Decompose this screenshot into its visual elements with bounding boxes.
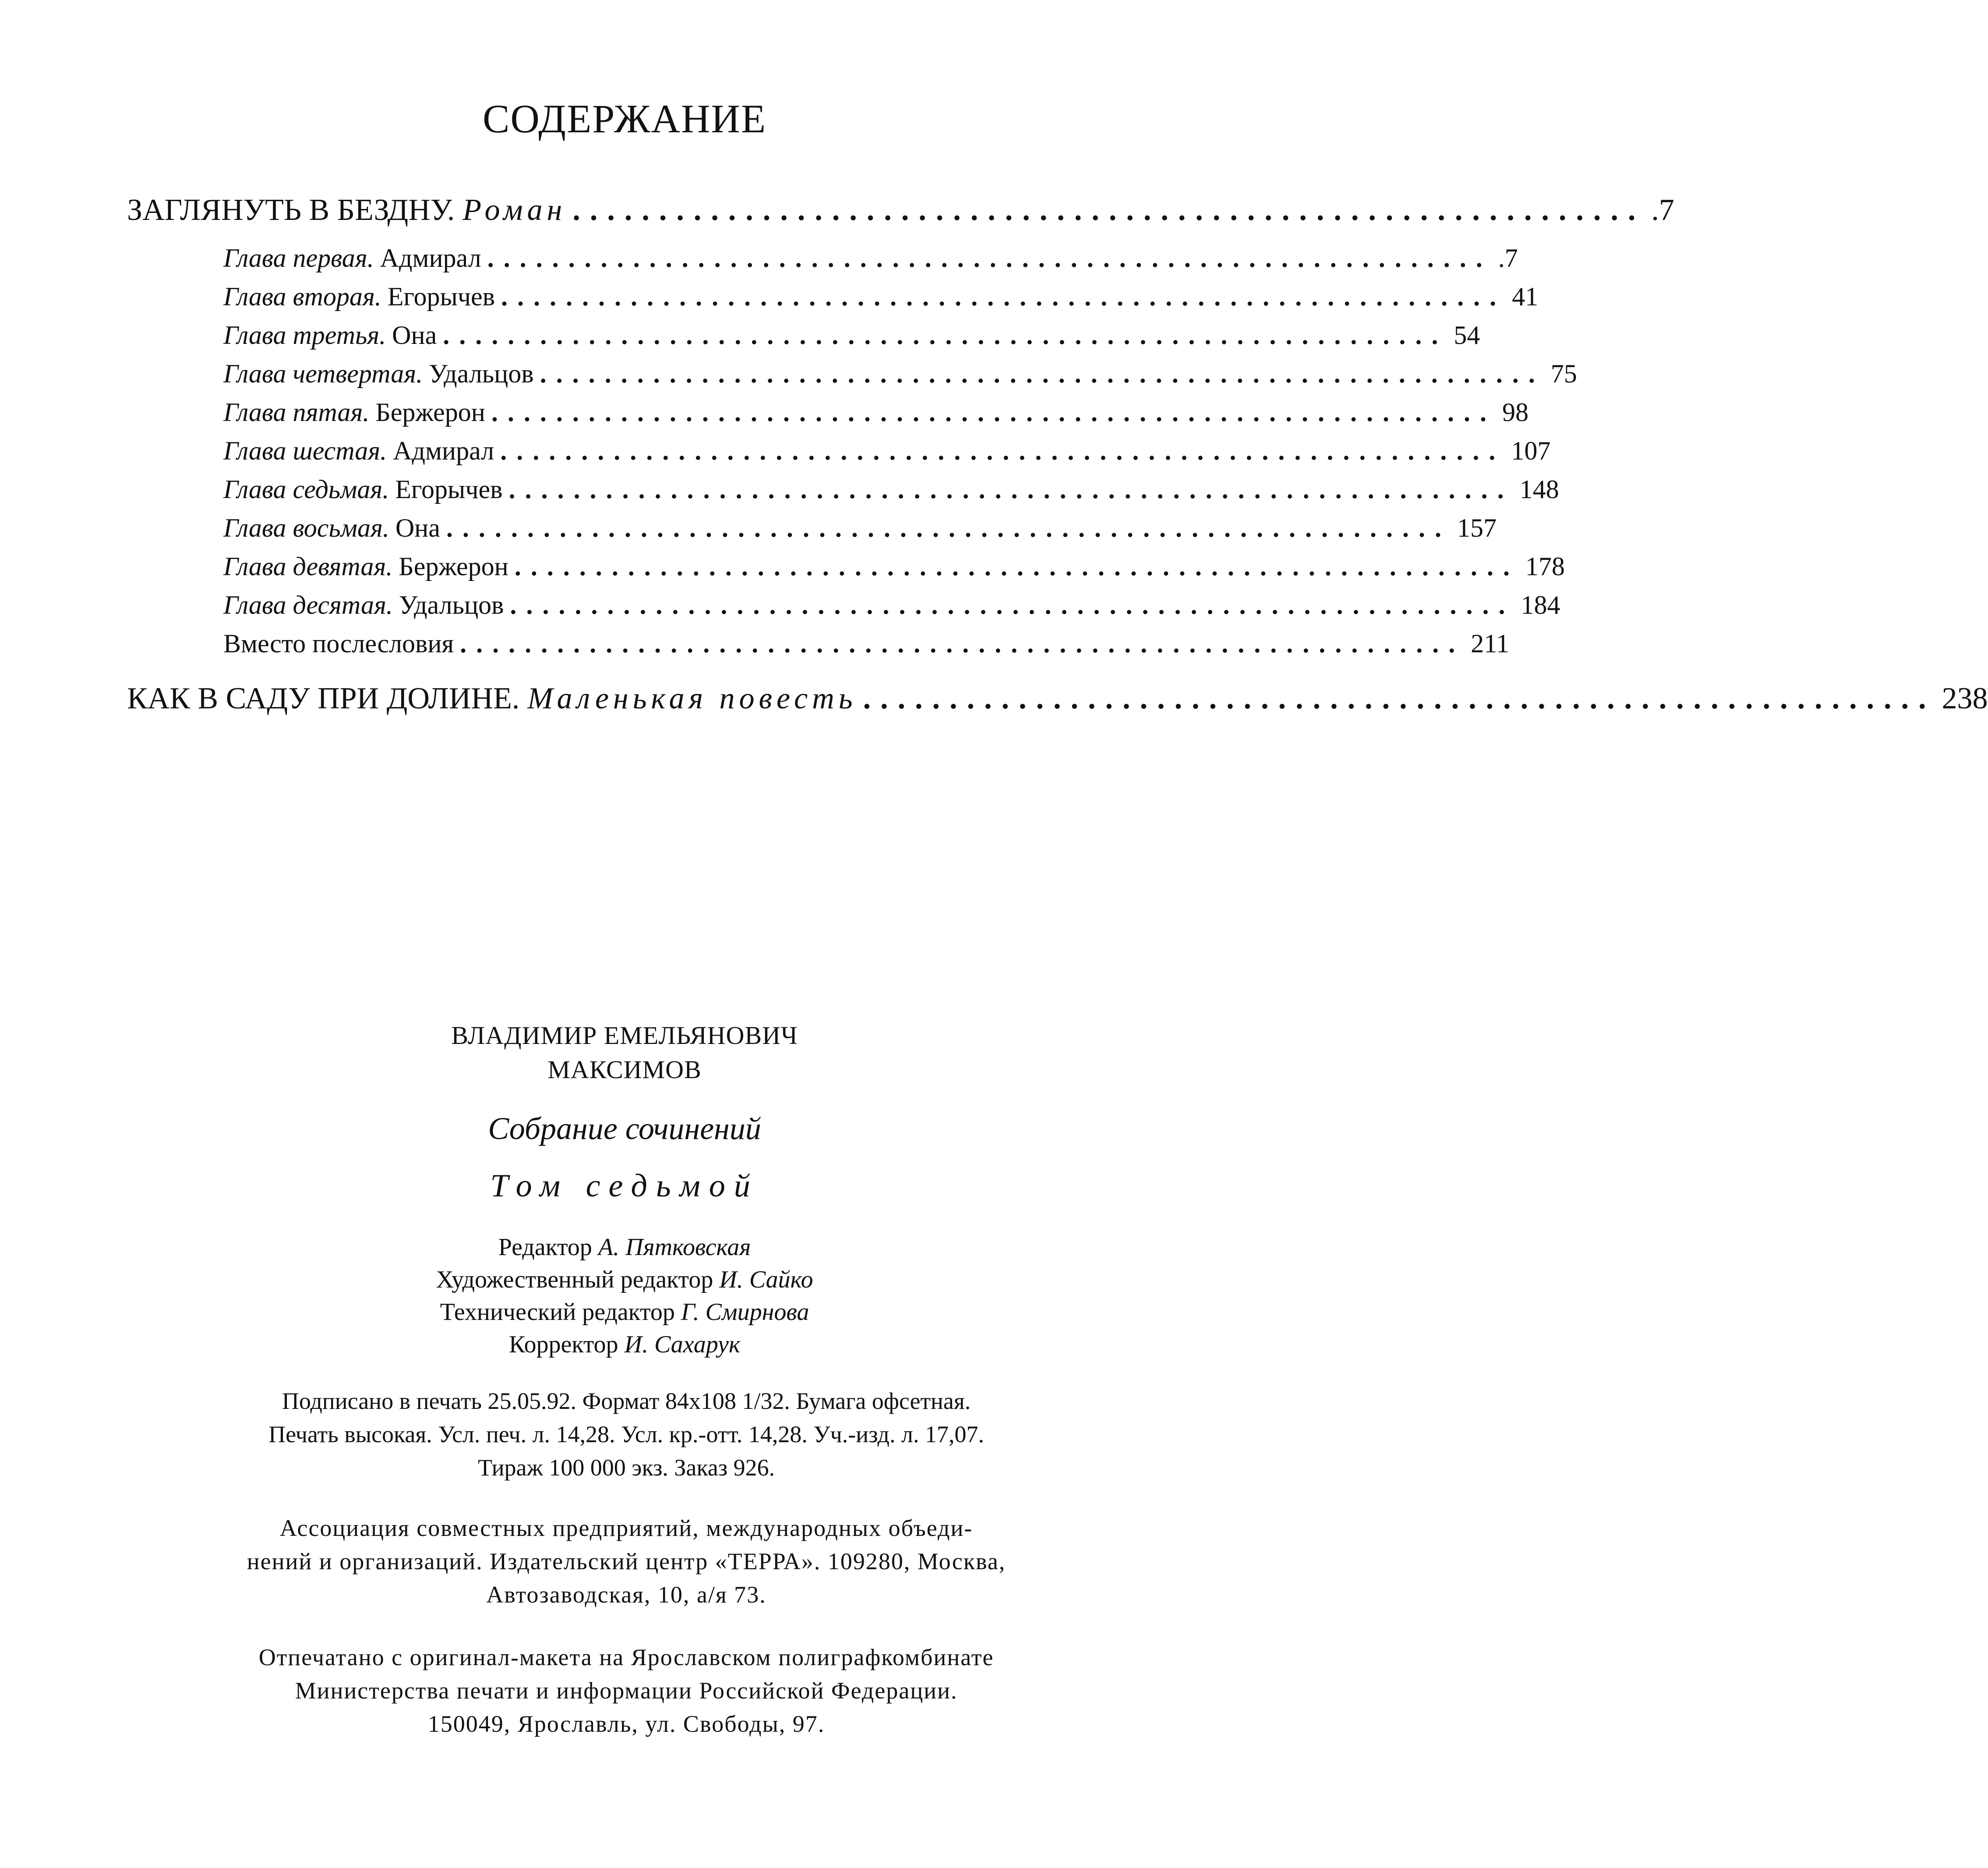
toc-entry-subtitle: Маленькая повесть (527, 682, 857, 715)
leader-dots: .............................................................. (443, 321, 1448, 350)
toc-chapter-9 (223, 552, 1565, 587)
chapter-name: Адмирал (393, 436, 494, 465)
chapter-label: Глава вторая. (223, 282, 381, 311)
leader-dots: .............................................................. (863, 682, 1936, 715)
credit-line (0, 1328, 1249, 1361)
chapter-page: 75 (1550, 359, 1577, 388)
credit-role: Редактор (498, 1234, 592, 1261)
toc-entry-title: ЗАГЛЯНУТЬ В БЕЗДНУ. (127, 193, 455, 227)
credit-role: Корректор (508, 1331, 618, 1358)
toc-entry-subtitle: Роман (463, 193, 567, 227)
toc-entry-main-2 (127, 681, 1988, 716)
leader-dots: .............................................................. (446, 513, 1451, 542)
toc-entry-title: КАК В САДУ ПРИ ДОЛИНЕ. (127, 682, 520, 715)
toc-chapter-6 (223, 436, 1551, 471)
print-info-line: Печать высокая. Усл. печ. л. 14,28. Усл. кр.-отт. 14,28. Уч.-изд. л. 17,07. (268, 1421, 984, 1447)
chapter-name: Она (395, 513, 440, 542)
toc-chapter-3 (223, 320, 1480, 355)
credit-line (0, 1263, 1249, 1296)
chapter-label: Глава десятая. (223, 591, 393, 619)
chapter-name: Она (392, 321, 437, 350)
chapter-name: Егорычев (395, 475, 503, 504)
leader-dots: .............................................................. (508, 475, 1514, 504)
chapter-page: 211 (1471, 629, 1509, 658)
leader-dots: .............................................................. (500, 436, 1505, 465)
chapter-name: Бержерон (399, 552, 508, 581)
chapter-page: 54 (1454, 321, 1480, 350)
chapter-label: Глава восьмая. (223, 513, 389, 542)
toc-entry-page: .7 (1651, 193, 1674, 227)
toc-chapter-4 (223, 359, 1577, 394)
leader-dots: .............................................................. (460, 629, 1465, 658)
toc-chapter-8 (223, 513, 1497, 548)
leader-dots: .............................................................. (540, 359, 1545, 388)
chapter-page: 157 (1457, 513, 1497, 542)
toc-chapter-7 (223, 474, 1559, 509)
print-info-line: Тираж 100 000 экз. Заказ 926. (477, 1454, 775, 1481)
chapter-name: Егорычев (387, 282, 495, 311)
print-info (140, 1384, 1112, 1484)
toc-chapter-10 (223, 590, 1561, 625)
printer-info (140, 1641, 1112, 1741)
leader-dots: .............................................................. (487, 244, 1492, 272)
author-line: МАКСИМОВ (547, 1055, 702, 1084)
chapter-label: Глава девятая. (223, 552, 393, 581)
credit-line (0, 1296, 1249, 1328)
leader-dots: .............................................................. (514, 552, 1519, 581)
toc-chapter-afterword (223, 629, 1509, 664)
printer-line: 150049, Ярославль, ул. Свободы, 97. (427, 1711, 825, 1737)
publisher-line: Автозаводская, 10, а/я 73. (486, 1581, 766, 1608)
chapter-page: 41 (1511, 282, 1538, 311)
chapter-page: 184 (1521, 591, 1561, 619)
credit-name: Г. Смирнова (681, 1298, 809, 1326)
author-name (0, 1019, 1249, 1087)
leader-dots: .............................................................. (510, 591, 1515, 619)
credits (0, 1231, 1249, 1361)
toc-chapter-2 (223, 282, 1538, 317)
publisher-line: нений и организаций. Издательский центр «ТЕРРА». 109280, Москва, (247, 1548, 1006, 1574)
publisher-line: Ассоциация совместных предприятий, международных объеди- (279, 1515, 973, 1541)
chapter-label: Глава третья. (223, 321, 386, 350)
toc-chapter-1 (223, 243, 1518, 278)
chapter-page: .7 (1498, 244, 1518, 272)
volume-title: Том седьмой (490, 1168, 759, 1204)
credit-name: И. Сахарук (624, 1331, 741, 1358)
chapter-name: Бержерон (375, 398, 485, 427)
toc-entry-main-1 (127, 193, 1674, 228)
toc-entry-page: 238 (1942, 682, 1988, 715)
chapter-label: Глава шестая. (223, 436, 387, 465)
chapter-name: Адмирал (380, 244, 481, 272)
chapter-label: Глава первая. (223, 244, 374, 272)
print-info-line: Подписано в печать 25.05.92. Формат 84х108 1/32. Бумага офсетная. (282, 1388, 971, 1414)
collection-title: Собрание сочинений (488, 1111, 761, 1146)
chapter-name: Удальцов (429, 359, 534, 388)
printer-line: Отпечатано с оригинал-макета на Ярославском полиграфкомбинате (258, 1644, 994, 1670)
chapter-page: 107 (1511, 436, 1551, 465)
leader-dots: .............................................................. (572, 193, 1645, 227)
chapter-label: Глава седьмая. (223, 475, 389, 504)
credit-role: Технический редактор (440, 1298, 675, 1326)
leader-dots: .............................................................. (491, 398, 1496, 427)
chapter-page: 148 (1519, 475, 1559, 504)
toc-chapter-5 (223, 397, 1529, 432)
publisher-info (140, 1511, 1112, 1611)
leader-dots: .............................................................. (501, 282, 1506, 311)
chapter-label: Глава четвертая. (223, 359, 423, 388)
chapter-page: 98 (1502, 398, 1529, 427)
chapter-name: Удальцов (399, 591, 504, 619)
chapter-name: Вместо послесловия (223, 629, 454, 658)
author-line: ВЛАДИМИР ЕМЕЛЬЯНОВИЧ (451, 1021, 798, 1050)
credit-name: А. Пятковская (598, 1234, 751, 1261)
credit-line (0, 1231, 1249, 1263)
chapter-page: 178 (1525, 552, 1565, 581)
credit-name: И. Сайко (719, 1266, 813, 1293)
chapter-label: Глава пятая. (223, 398, 370, 427)
printer-line: Министерства печати и информации Российской Федерации. (295, 1677, 958, 1704)
credit-role: Художественный редактор (436, 1266, 713, 1293)
toc-title: СОДЕРЖАНИЕ (482, 96, 767, 141)
